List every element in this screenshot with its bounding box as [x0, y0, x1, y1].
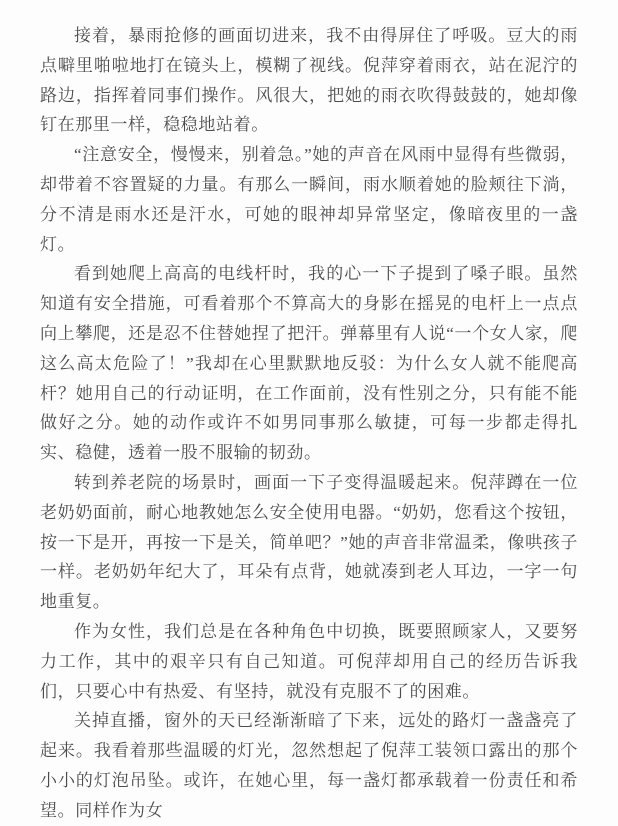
paragraph: 作为女性，我们总是在各种角色中切换，既要照顾家人，又要努力工作，其中的艰辛只有自己知道。可倪萍却用自己的经历告诉我们，只要心中有热爱、有坚持，就没有克服不了的困难。	[40, 621, 578, 701]
paragraph: 接着，暴雨抢修的画面切进来，我不由得屏住了呼吸。豆大的雨点噼里啪啦地打在镜头上，模糊了视线。倪萍穿着雨衣，站在泥泞的路边，指挥着同事们操作。风很大，把她的雨衣吹得鼓鼓的，她却像钉在那里一样，稳稳地站着。	[40, 26, 578, 135]
paragraph: 关掉直播，窗外的天已经渐渐暗了下来，远处的路灯一盏盏亮了起来。我看着那些温暖的灯光，忽然想起了倪萍工装领口露出的那个小小的灯泡吊坠。或许，在她心里，每一盏灯都承载着一份责任和希望。同样作为女	[40, 711, 578, 820]
paragraph: 转到养老院的场景时，画面一下子变得温暖起来。倪萍蹲在一位老奶奶面前，耐心地教她怎么安全使用电器。“奶奶，您看这个按钮，按一下是开，再按一下是关，简单吧？”她的声音非常温柔，像哄孩子一样。老奶奶年纪大了，耳朵有点背，她就凑到老人耳边，一字一句地重复。	[40, 472, 578, 612]
essay-text-body	[40, 21, 578, 826]
paragraph: 看到她爬上高高的电线杆时，我的心一下子提到了嗓子眼。虽然知道有安全措施，可看着那个不算高大的身影在摇晃的电杆上一点点向上攀爬，还是忍不住替她捏了把汗。弹幕里有人说“一个女人家，爬这么高太危险了！”我却在心里默默地反驳：为什么女人就不能爬高杆？她用自己的行动证明，在工作面前，没有性别之分，只有能不能做好之分。她的动作或许不如男同事那么敏捷，可每一步都走得扎实、稳健，透着一股不服输的韧劲。	[40, 264, 578, 463]
paragraph: “注意安全，慢慢来，别着急。”她的声音在风雨中显得有些微弱，却带着不容置疑的力量。有那么一瞬间，雨水顺着她的脸颊往下淌，分不清是雨水还是汗水，可她的眼神却异常坚定，像暗夜里的一盏灯。	[40, 145, 578, 254]
